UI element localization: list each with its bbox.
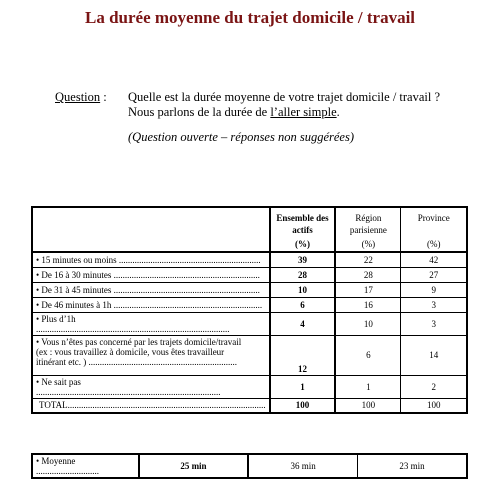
- row-ensemble: 100: [270, 398, 336, 413]
- question-label: [55, 90, 107, 105]
- row-province: 14: [401, 335, 467, 375]
- header-province: [401, 207, 467, 252]
- header-province-unit: (%): [426, 239, 441, 249]
- row-province: 27: [401, 267, 467, 282]
- moyenne-row: [32, 454, 467, 478]
- row-label: [32, 335, 270, 375]
- table-row: [32, 297, 467, 312]
- moyenne-region: 36 min: [248, 454, 357, 478]
- row-region: 16: [335, 297, 401, 312]
- question-line1: Quelle est la durée moyenne de votre trajet domicile / travail ?: [128, 90, 441, 104]
- row-label: • De 16 à 30 minutes .................................................................: [32, 267, 270, 282]
- moyenne-ensemble: 25 min: [139, 454, 248, 478]
- page-title: La durée moyenne du trajet domicile / travail: [84, 8, 416, 27]
- row-region: 22: [335, 252, 401, 267]
- row-label: TOTAL........................................................................................: [32, 398, 270, 413]
- row-ensemble: 12: [270, 335, 336, 375]
- row-label-line1: • Vous n’êtes pas concerné par les trajets domicile/travail: [36, 336, 242, 347]
- row-label: • 15 minutes ou moins ...............................................................: [32, 252, 270, 267]
- row-region: 100: [335, 398, 401, 413]
- moyenne-province: 23 min: [358, 454, 467, 478]
- row-label: • De 31 à 45 minutes .................................................................: [32, 282, 270, 297]
- row-province: 2: [401, 375, 467, 398]
- question-label-text: Question: [55, 90, 101, 104]
- table-row: [32, 312, 467, 335]
- question-colon: :: [103, 90, 107, 104]
- header-ensemble: [270, 207, 336, 252]
- table-row: [32, 252, 467, 267]
- row-ensemble: 1: [270, 375, 336, 398]
- row-region: 10: [335, 312, 401, 335]
- header-ensemble-line2: actifs: [292, 225, 313, 235]
- question-note: (Question ouverte – réponses non suggérées): [128, 130, 354, 144]
- row-region: 28: [335, 267, 401, 282]
- table-row: [32, 375, 467, 398]
- row-label: • De 46 minutes à 1h ..................................................................: [32, 297, 270, 312]
- row-region: 6: [335, 335, 401, 375]
- row-ensemble: 39: [270, 252, 336, 267]
- row-province: 100: [401, 398, 467, 413]
- table-row: [32, 282, 467, 297]
- question-line2-suffix: .: [336, 105, 340, 119]
- moyenne-label: • Moyenne ............................: [32, 454, 139, 478]
- header-empty-cell: [32, 207, 270, 252]
- moyenne-table: [31, 453, 468, 479]
- row-province: 3: [401, 297, 467, 312]
- row-region: 1: [335, 375, 401, 398]
- row-label: • Ne sait pas ..................................................................................: [32, 375, 270, 398]
- row-ensemble: 6: [270, 297, 336, 312]
- row-ensemble: 4: [270, 312, 336, 335]
- header-region: [335, 207, 401, 252]
- results-table: [31, 206, 468, 414]
- row-province: 42: [401, 252, 467, 267]
- row-label-line2: (ex : vous travaillez à domicile, vous êtes travailleur: [36, 346, 225, 357]
- header-province-line1: Province: [417, 213, 450, 223]
- row-ensemble: 28: [270, 267, 336, 282]
- table-total-row: [32, 398, 467, 413]
- table-row: [32, 335, 467, 375]
- question-line2-prefix: Nous parlons de la durée de: [128, 105, 271, 119]
- header-ensemble-line1: Ensemble des: [276, 213, 329, 223]
- row-province: 3: [401, 312, 467, 335]
- question-line2: [128, 105, 440, 120]
- header-region-line1: Région: [355, 213, 382, 223]
- row-label: • Plus d’1h ......................................................................................: [32, 312, 270, 335]
- question-text: [128, 90, 440, 120]
- question-line2-underlined: l’aller simple: [270, 105, 337, 119]
- header-region-unit: (%): [361, 239, 376, 249]
- row-region: 17: [335, 282, 401, 297]
- table-row: [32, 267, 467, 282]
- table-header-row: [32, 207, 467, 252]
- row-label-line3: itinérant etc. ) ..................................................................: [36, 356, 237, 367]
- header-region-line2: parisienne: [349, 225, 387, 235]
- header-ensemble-unit: (%): [294, 239, 310, 249]
- row-province: 9: [401, 282, 467, 297]
- row-ensemble: 10: [270, 282, 336, 297]
